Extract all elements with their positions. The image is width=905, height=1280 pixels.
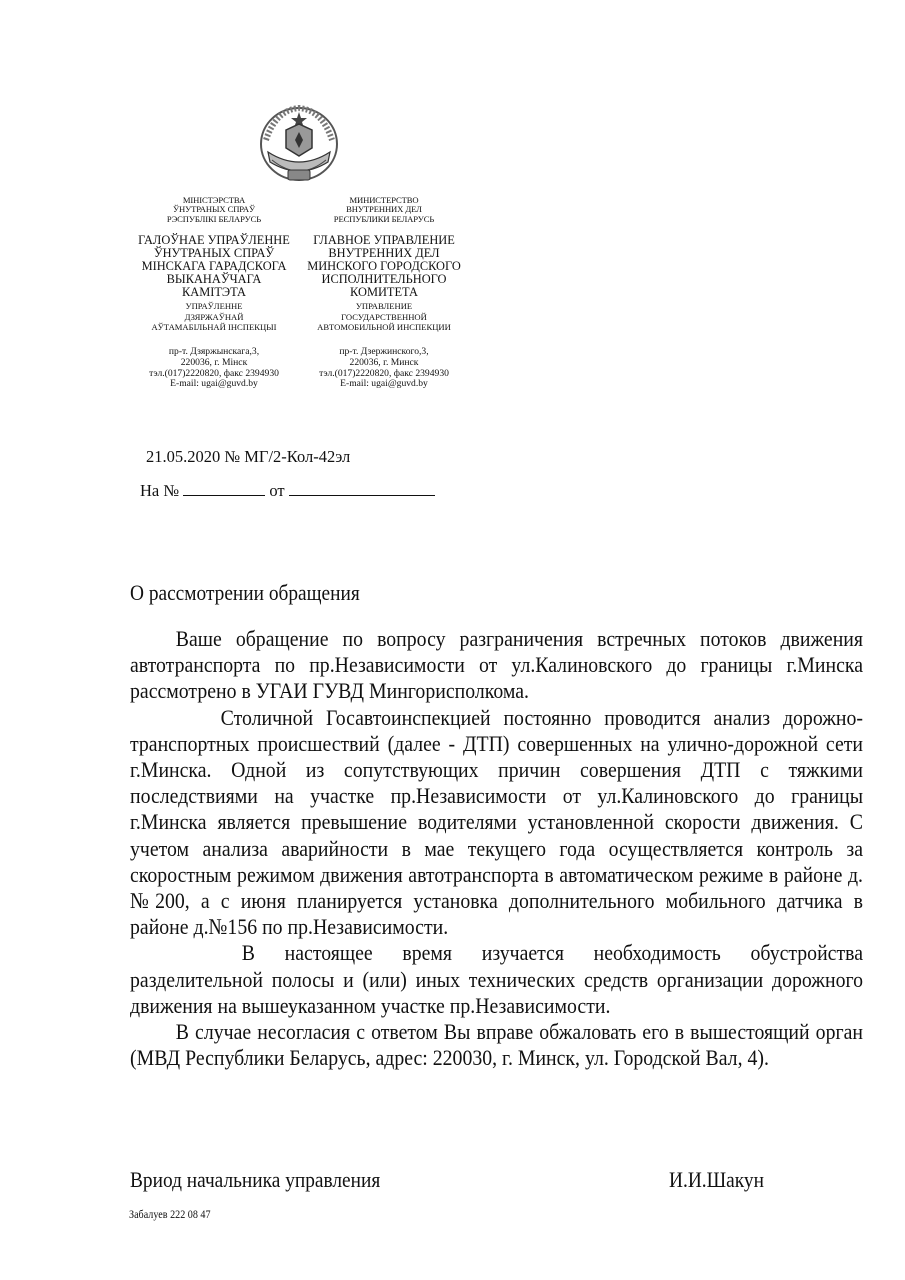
letterhead-line: ВНУТРЕННИХ ДЕЛ [346,204,422,215]
signatory-position [130,1167,414,1193]
incoming-number-label: На № [140,481,180,500]
email-address: E-mail: ugai@guvd.by [170,378,258,390]
name-text: И.И.Шакун [669,1167,764,1192]
incoming-date-label: от [269,481,285,500]
address-ru [296,347,472,390]
letterhead-line: 220036, г. Мінск [180,356,248,368]
letterhead-line: МІНІСТЭРСТВА [182,195,246,205]
letterhead-russian [296,196,472,390]
letterhead-line: тэл.(017)2220820, факс 2394930 [319,367,449,379]
department-name-ru [296,234,472,299]
incoming-date-blank [289,480,435,496]
letterhead-belarusian [128,196,300,390]
letterhead-line: КАМІТЭТА [181,284,246,299]
letterhead-line: МІНСКАГА ГАРАДСКОГА [141,258,287,273]
letterhead-line: тэл.(017)2220820, факс 2394930 [149,367,279,379]
letterhead-line: ЎНУТРАНЫХ СПРАЎ [173,204,255,215]
letterhead-line: ВНУТРЕННИХ ДЕЛ [328,245,440,260]
outgoing-reference: 21.05.2020 № МГ/2-Кол-42эл [146,447,351,466]
paragraph: В случае несогласия с ответом Вы вправе обжаловать его в вышестоящий орган (МВД Республики Беларусь, адрес: 220030, г. Минск, ул. Городской Вал, 4). [130,1019,863,1071]
letterhead-line: РЭСПУБЛІКІ БЕЛАРУСЬ [166,213,262,224]
letterhead-line: 220036, г. Минск [349,356,419,368]
letterhead-line: пр-т. Дзержинского,3, [339,346,429,358]
letterhead-line: МИНСКОГО ГОРОДСКОГО [307,258,461,273]
letterhead-line: ГОСУДАРСТВЕННОЙ [341,311,427,322]
paragraph: Столичной Госавтоинспекцией постоянно проводится анализ дорожно-транспортных происшествий (далее - ДТП) совершенных на улично-дорожной сети г.Минска. Одной из сопутствующих причин совершения ДТП с тяжкими последствиями на участке пр.Независимости от ул.Калиновского до границы г.Минска является превышение водителями установленной скорости движения. С учетом анализа аварийности в мае текущего года осуществляется контроль за скоростным режимом движения автотранспорта в автоматическом режиме в районе д. №200, а с июня планируется установка дополнительного мобильного датчика в районе д.№156 по пр.Независимости. [130,704,863,940]
letterhead-line: УПРАВЛЕНИЕ [355,300,413,311]
letter-subject [130,580,391,606]
letterhead-line: МИНИСТЕРСТВО [349,195,419,205]
address-by [128,347,300,390]
paragraph: Ваше обращение по вопросу разграничения встречных потоков движения автотранспорта по пр.Независимости от ул.Калиновского до границы г.Минска рассмотрено в УГАИ ГУВД Мингорисполкома. [130,626,863,704]
letterhead-line: АЎТАМАБІЛЬНАЙ ІНСПЕКЦЫІ [151,322,277,333]
letterhead-line: ИСПОЛНИТЕЛЬНОГО [321,271,447,286]
division-name-by [128,301,300,333]
letterhead-line: ДЗЯРЖАЎНАЙ [184,311,244,322]
incoming-reference [140,480,435,501]
subject-text: О рассмотрении обращения [130,580,360,605]
letterhead-line: ГЛАВНОЕ УПРАВЛЕНИЕ [313,232,455,247]
executor-contact [129,1209,222,1221]
belarus-coat-of-arms-emblem-icon [256,100,342,192]
ministry-name-by [128,196,300,224]
letterhead-line: пр-т. Дзяржынскага,3, [168,346,260,358]
letterhead-line: ГАЛОЎНАЕ УПРАЎЛЕННЕ [138,232,290,247]
letterhead-line: РЕСПУБЛИКИ БЕЛАРУСЬ [333,213,435,224]
email-address: E-mail: ugai@guvd.by [340,378,428,390]
paragraph: В настоящее время изучается необходимость обустройства разделительной полосы и (или) иных технических средств организации дорожного движения на вышеуказанном участке пр.Независимости. [130,940,863,1018]
executor-text: Забалуев 222 08 47 [129,1209,211,1221]
incoming-number-blank [183,480,265,496]
department-name-by [128,234,300,299]
ministry-name-ru [296,196,472,224]
position-text: Вриод начальника управления [130,1167,381,1192]
letterhead-line: АВТОМОБИЛЬНОЙ ИНСПЕКЦИИ [317,322,451,333]
letterhead-line: ЎНУТРАНЫХ СПРАЎ [153,245,275,260]
letterhead-line: КОМИТЕТА [350,284,418,299]
signatory-name [669,1167,777,1193]
letterhead-line: ВЫКАНАЎЧАГА [166,271,262,286]
letter-body [130,626,863,1071]
division-name-ru [296,301,472,333]
letterhead-line: УПРАЎЛЕННЕ [185,300,243,311]
